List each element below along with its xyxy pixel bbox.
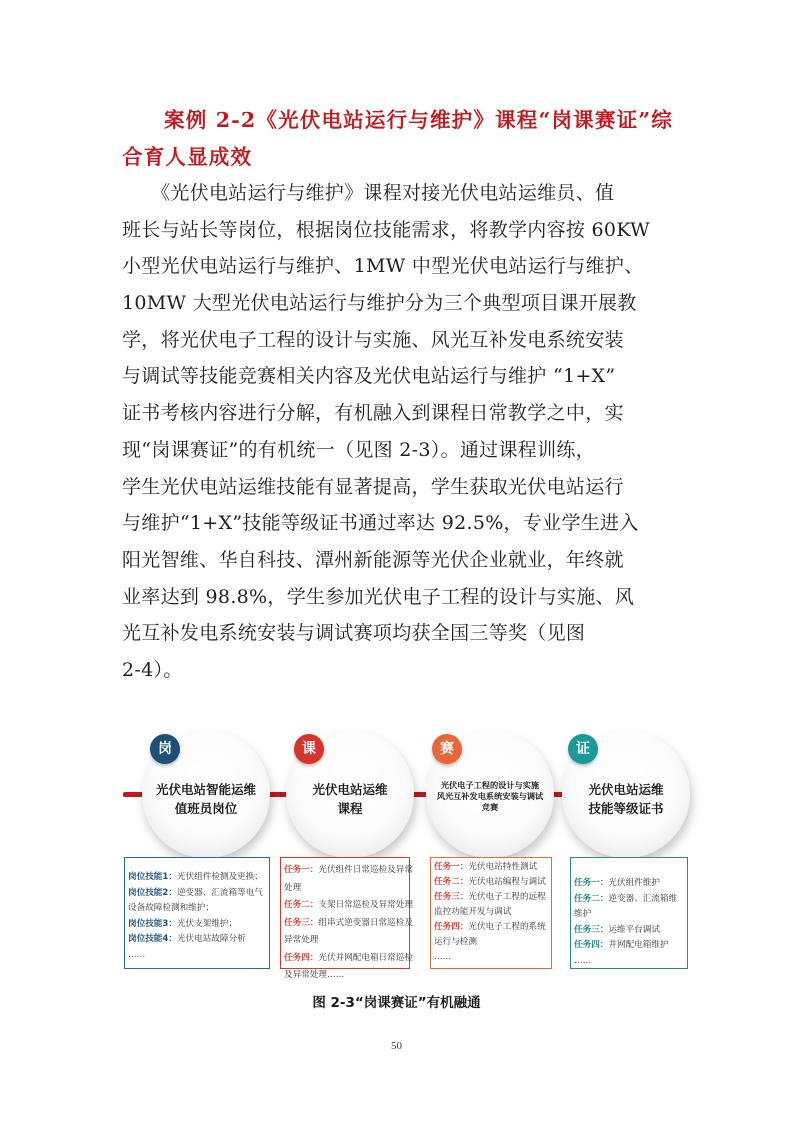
body-line: 学生光伏电站运维技能有显著提高，学生获取光伏电站运行 — [122, 475, 624, 498]
post-skills-box — [124, 857, 270, 969]
figure-caption: 图 2-3“岗课赛证”有机融通 — [312, 995, 481, 1011]
box-row: 任务一：光伏组件维护 — [574, 878, 660, 888]
box-row: 岗位技能1：光伏组件检测及更换； — [128, 872, 263, 882]
box-row: 任务四：并网配电箱维护 — [574, 940, 669, 950]
body-line: 10MW 大型光伏电站运行与维护分为三个典型项目课开展教 — [122, 292, 637, 315]
box-row: 任务二：逆变器、汇流箱维 — [574, 893, 678, 904]
body-line: 学，将光伏电子工程的设计与实施、风光互补发电系统安装 — [122, 328, 624, 351]
circle-label: 值班员岗位 — [174, 801, 238, 816]
title-line-1: 案例 2-2《光伏电站运行与维护》课程“岗课赛证”综 — [164, 108, 673, 132]
box-row: 维护 — [574, 909, 592, 919]
badge-post: 岗 — [150, 734, 180, 764]
box-row: …… — [434, 952, 452, 962]
badge-competition: 赛 — [432, 734, 462, 764]
body-line: 现“岗课赛证”的有机统一（见图 2-3）。通过课程训练， — [122, 438, 595, 461]
circle-label: 光伏电子工程的设计与实施 — [440, 780, 540, 790]
box-row: 任务四：光伏并网配电箱日常巡检 — [284, 952, 413, 963]
body-line: 光互补发电系统安装与调试赛项均获全国三等奖（见图 — [122, 622, 586, 645]
box-row: 岗位技能3：光伏支架维护； — [128, 918, 238, 929]
box-row: 及异常处理…… — [284, 970, 345, 980]
body-line: 2-4）。 — [122, 658, 183, 681]
box-row: 任务一：光伏电站特性测试 — [434, 862, 538, 872]
badge-course: 课 — [294, 734, 324, 764]
box-row: 任务三：光伏电子工程的远程 — [434, 892, 546, 902]
body-paragraph — [122, 175, 682, 689]
box-row: 处理 — [284, 882, 302, 893]
badge-certificate: 证 — [568, 734, 598, 764]
circle-label: 技能等级证书 — [588, 801, 664, 816]
title-line-2: 合育人显成效 — [122, 145, 253, 169]
competition-tasks-box — [430, 857, 552, 969]
body-line: 证书考核内容进行分解，有机融入到课程日常教学之中，实 — [122, 402, 624, 425]
body-line: 业率达到 98.8%，学生参加光伏电子工程的设计与实施、风 — [122, 585, 635, 608]
circle-label: 风光互补发电系统安装与调试 — [436, 791, 544, 801]
circle-label: 竞赛 — [481, 802, 499, 812]
certificate-tasks-box — [570, 857, 688, 969]
course-tasks-box — [280, 857, 413, 980]
box-row: 任务三：组串式逆变器日常巡检及 — [284, 917, 413, 928]
circle-label: 课程 — [337, 801, 363, 816]
page-number: 50 — [391, 1040, 402, 1052]
box-row: 岗位技能4：光伏电站故障分析 — [128, 934, 246, 944]
box-row: …… — [574, 955, 592, 966]
box-row: 设备故障检测和维护； — [128, 903, 214, 913]
box-row: …… — [128, 949, 146, 960]
box-row: 任务二：光伏电站编程与调试 — [434, 877, 546, 887]
circle-label: 光伏电站运维 — [312, 782, 388, 797]
body-line: 班长与站长等岗位，根据岗位技能需求，将教学内容按 60KW — [122, 218, 650, 241]
circle-label: 光伏电站运维 — [588, 782, 664, 797]
body-line: 小型光伏电站运行与维护、1MW 中型光伏电站运行与维护、 — [122, 255, 644, 278]
case-title — [122, 102, 682, 176]
box-row: 运行与检测 — [434, 937, 477, 947]
body-line: 与调试等技能竞赛相关内容及光伏电站运行与维护 “1+X” — [122, 365, 616, 388]
box-row: 岗位技能2：逆变器、汇流箱等电气 — [128, 887, 263, 898]
box-row: 任务二：支架日常巡检及异常处理 — [284, 900, 413, 910]
box-row: 任务三：运维平台调试 — [574, 924, 660, 935]
box-row: 任务四：光伏电子工程的系统 — [434, 922, 546, 932]
body-line: 《光伏电站运行与维护》课程对接光伏电站运维员、值 — [122, 182, 615, 204]
box-row: 异常处理 — [284, 935, 319, 945]
box-row: 监控功能开发与调试 — [434, 907, 512, 917]
body-line: 阳光智维、华自科技、潭州新能源等光伏企业就业，年终就 — [122, 548, 624, 571]
body-line: 与维护“1+X”技能等级证书通过率达 92.5%，专业学生进入 — [122, 512, 639, 535]
box-row: 任务一：光伏组件日常巡检及异常 — [284, 865, 413, 875]
integration-figure — [118, 712, 688, 980]
circle-label: 光伏电站智能运维 — [155, 782, 256, 797]
